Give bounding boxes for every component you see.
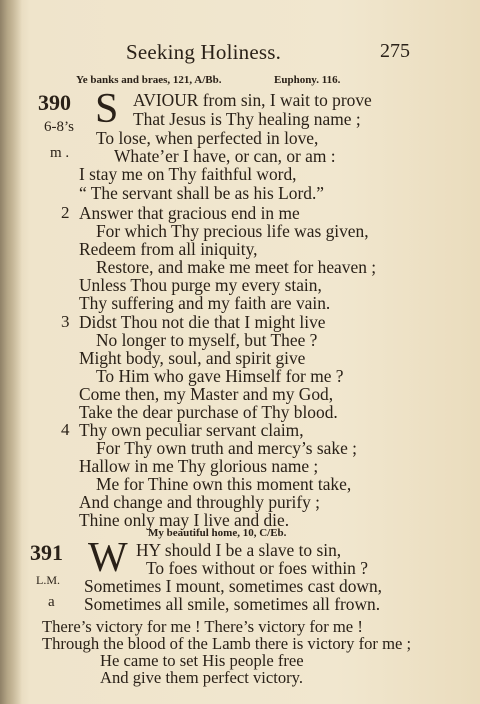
hymn-number: 390 <box>38 90 71 115</box>
hymn-line: HY should I be a slave to sin, <box>136 540 342 560</box>
hymn-key-mark: a <box>48 594 55 610</box>
hymn-meter: L.M. <box>36 573 60 587</box>
chorus-line: He came to set His people free <box>100 651 304 670</box>
tune-reference: My beautiful home, 10, C/Eb. <box>148 527 287 539</box>
hymn-line: Sometimes I mount, sometimes cast down, <box>84 576 383 596</box>
hymn-line: Might body, soul, and spirit give <box>79 348 306 368</box>
hymn-line: Thy suffering and my faith are vain. <box>79 293 331 313</box>
book-spine-shadow <box>0 0 22 704</box>
hymn-line: Take the dear purchase of Thy blood. <box>79 402 338 422</box>
hymn-meter: 6-8’s <box>44 119 74 135</box>
hymn-line: Whate’er I have, or can, or am : <box>114 146 336 166</box>
hymn-line: Thine only may I live and die. <box>79 510 290 530</box>
hymn-line: AVIOUR from sin, I wait to prove <box>133 90 372 110</box>
hymn-line: And change and throughly purify ; <box>79 492 320 512</box>
chorus-line: Through the blood of the Lamb there is victory for me ; <box>42 634 412 653</box>
hymn-line: Sometimes all smile, sometimes all frown. <box>84 594 381 614</box>
hymn-key-mark: m . <box>50 145 70 161</box>
hymn-line: I stay me on Thy faithful word, <box>79 164 297 184</box>
hymn-line: Unless Thou purge my every stain, <box>79 275 322 295</box>
hymn-line: Thy own peculiar servant claim, <box>79 420 304 440</box>
verse-number: 4 <box>61 420 70 439</box>
hymn-line: For Thy own truth and mercy’s sake ; <box>96 438 357 458</box>
hymn-line: That Jesus is Thy healing name ; <box>133 109 361 129</box>
hymn-line: Restore, and make me meet for heaven ; <box>96 257 377 277</box>
chorus-line: There’s victory for me ! There’s victory for me ! <box>42 617 363 636</box>
tune-reference: Ye banks and braes, 121, A/Bb. <box>76 74 222 86</box>
hymn-line: Answer that gracious end in me <box>79 203 300 223</box>
hymn-line: To Him who gave Himself for me ? <box>96 366 344 386</box>
hymn-line: “ The servant shall be as his Lord.” <box>79 183 325 203</box>
hymn-line: Redeem from all iniquity, <box>79 239 258 259</box>
hymn-line: To foes without or foes within ? <box>146 558 368 578</box>
hymn-number: 391 <box>30 540 63 565</box>
drop-cap: S <box>95 86 119 132</box>
hymn-line: Hallow in me Thy glorious name ; <box>79 456 319 476</box>
hymn-line: Me for Thine own this moment take, <box>96 474 352 494</box>
verse-number: 3 <box>61 312 70 331</box>
hymn-line: Come then, my Master and my God, <box>79 384 334 404</box>
hymn-line: For which Thy precious life was given, <box>96 221 369 241</box>
page-number: 275 <box>380 40 410 62</box>
page-header-title: Seeking Holiness. <box>126 40 282 64</box>
hymn-line: No longer to myself, but Thee ? <box>96 330 318 350</box>
verse-number: 2 <box>61 203 70 222</box>
hymn-line: Didst Thou not die that I might live <box>79 312 326 332</box>
tune-reference-alt: Euphony. 116. <box>274 74 341 86</box>
hymn-line: To lose, when perfected in love, <box>96 128 319 148</box>
drop-cap: W <box>88 535 128 581</box>
chorus-line: And give them perfect victory. <box>100 668 304 687</box>
